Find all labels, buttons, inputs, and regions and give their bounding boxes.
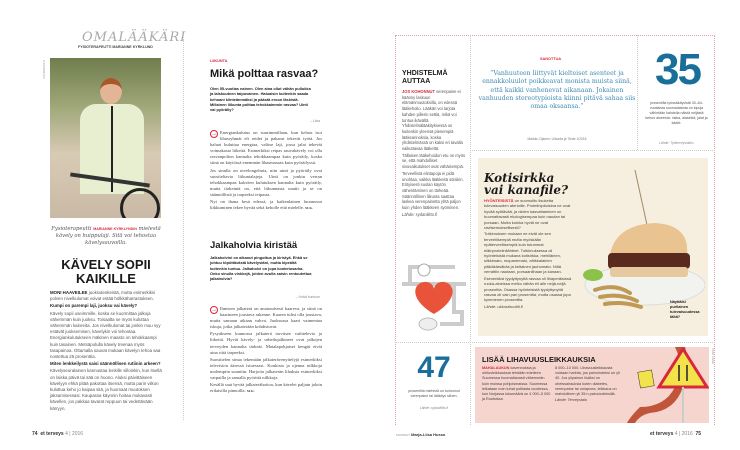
magazine-name: et terveys [650,431,674,437]
section-label: LIIKUNTA [210,59,228,63]
stomach-road-sign-illustration [625,347,709,423]
stat-35-source: Lähde: Työterveyslaitos [659,141,694,145]
credit-name: Marja-Liisa Husso [411,432,446,437]
article1-initials: M.K. [305,206,313,211]
lead-caps: MONI HAAVEILEE [50,290,88,295]
answer-1: Kävely sopii useimmille, koska se kuormittaa jalkoja vähemmän kuin juoksu. Toisaalta se myös kuluttaa vähemmän kaloreita. Jos nivelkulumat tai jonkin muu syy estävät juoksemisen, kävelykin voi tehostaa. Energiankulutukseen mäkinen maasto on tehokkaampi kuin tasainen. Metsäpolulla kävely treenaa myös tasapainoa. Ottamalla sauvat mukaan kävelyn tehoa saa nostettua 25 prosenttia. [50,310,161,360]
surgery-p1: kavennuksia ja ohitusleikkauksia tehdään edelleen Suomessa huomattavasti vähemmän kuin muissa pohjoismaissa. Suomessa leikataan noin tuhat potilasta vuodessa, kun Norjassa lukumäärä on 4 000–5 000 ja Ruotsissa [482,366,551,402]
question-1: Kumpi on parempi laji, juoksu vai kävely? [50,303,138,309]
surgery-lead-caps: MAHALAUKUN [482,366,510,370]
caption-name: MARIANNE KYRKLYNDIN [93,227,137,231]
issue: 4 | 2016 [674,431,693,437]
illustration-credit: PÄIVI LAINE [711,348,715,365]
insect-p2: Tutkimuksen mukaan ne eivät ole sen terveellisempiä mutta myöskään epäterveellisempiä kuin tutummat eläinproteiinilähteet. Tutkimuksessa oli hyönteisistä mukana kotisirkka, mehiläinen, silkkimato, mopanemato, afrikkalainen pälkäkärsäkäs ja keltainen jauhomato. Niitä verrattiin nautaan, porsaanlihaan ja kanaan. [484,231,562,275]
surgery-col1 [482,366,552,402]
column-title: YHDISTELMÄ AUTTAA [402,70,448,85]
grid-line [637,35,638,150]
article2-question: Jalkaholvini on alkanut pingottua ja kiristyä. Ehkä se johtuu töpöttävästä kävelystäni, mutta kipeältä kuitenkin tuntuu. Jalkaholvi on jopa kooketusarka. Onko sinulla vinkkejä, joiden avulla saisin rentoutettua jalkaholvia? [210,255,312,282]
article1-p1: Energiankulutus on suurimmillaan, kun kehon isot lihasryhmät eli reidet ja pakarat tekevät työtä. Jos haluat kuluttaa energiaa, valitse laji, jossa jalat tekevät voimakasta liikettä. Esimerkiksi reipas sauvakävely voi olla rasvanpolton kannalta tehokkaampaa kuin pyöräily, koska siinä on käytössä enemmän lihasmassaa kuin pyöräilyssä. [210,130,322,166]
section-title: OMALÄÄKÄRI [82,30,187,45]
page-number: 74 [32,431,38,437]
footer-credit [396,432,445,437]
question-2: Miten lenkkeilystä saisi säännöllisen rutiinin arkeen? [50,361,161,367]
insect-title: Kotisirkka vai kanafile? [484,171,569,197]
headline: KÄVELY SOPII KAIKILLE [61,257,151,286]
article2-body [210,306,322,395]
grid-line [395,342,715,343]
page-number: 75 [695,431,702,437]
col-source: Lähde: sydanliitto.fi [402,211,438,217]
answer-2: Kävelyseuralainen kannustaa lenkille silloinkin, kun itsellä on laiska päivä tai sää on huono. Aluksi päivittäiseen kävelyyn ehkä pitää pakottaa itsensä, mutta parin viikon kuluttua keho jo kaipaa sitä, ja huomaat muutoksen jaksamisessasi. Kaupassa käynnin hoitaa mukavasti kävellen, jos pakkaa tavarat reppuun tai vedettävään kärryyn. [50,368,162,411]
article1-body [210,130,322,212]
article2-p2: Pysyäkseen kunnossa jalkaterä tarvitsee vaihtelevia ja liikettä. Hyvät kävely- ja urheilujalkineet ovat jalkojen terveyden kannalta tärkeät. Matalapohjaiset kengät eivät aina riitä tarpeeksi. [210,331,322,355]
caption-pre: Fysioterapeutti [51,226,94,232]
col-lead-caps: JOS KOHONNUT [402,89,435,94]
stat-47-source: Lähde: sydanliitto.fi [419,406,449,410]
lead: juoksulenkeistä, mutta esimerkiksi polven nivelkulumat voivat estää hölkkäharrastuksen. [50,290,156,302]
footer-left [32,431,83,437]
article1-question: Olen 55-vuotias nainen. Olen aina ollut vähän pullukka ja laiskuuteen taipuvainen. Haluaisin kuitenkin saada kehoani kiinteämmäksi ja päästä eroon läskistä. Millainen liikunta polttaa tehokkaimmin rasvaa? Uinti vai pyöräily? [210,86,311,113]
article1-p3: Nyt on ihana kesä edessä, ja kaikenlainen luonnossa liikkuminen tekee hyvää sekä keholle että mielelle. [210,199,322,211]
issue: 4 | 2016 [65,431,84,437]
byline: FYSIOTERAPEUTTI MARIANNE KYRKLUND [78,45,153,49]
caption-post: mielestä kävely on huippulaji. Sitä voi tehostaa kävelysauvoilla. [55,226,161,246]
insect-p3: Esimerkiksi tyydyttynyttä rasvaa oli lihaperäisissä ruoka-aineissa melko vähän eli alle neljä-neljä prosenttia. Osassa hyönteisistä tyydyttynyttä rasvaa oli vain pari prosenttia, mutta osassa jopa kymmenen prosenttia. [484,275,572,303]
col-lead: verenpaine ei käänny laskuun elämänmuutoksilla, on edessä lääkehoito. Lääkäri voi tarjota kahden pillerin settiä, mikä voi tuntua ikävältä. Yhdistelmälääkityksessä on kuitenkin yleensä pienempiä lääkeannoksia, koska yhdistelmässä on kaksi eri tavalla vaikuttavaa lääkettä. [402,89,463,152]
column-divider [183,35,184,420]
burger-caption: Näyttäisi purilainen tulevaisuudessa tältä? [670,300,700,319]
physiotherapist-photo [50,58,161,218]
stat-35-text: prosentilla työssäkäyvistä 30–64-vuotiaista suomalaisista on kipuja vähintään kahdella näistä neljästä kehon alueesta: niska, alaselkä, jalat ja kädet. [645,101,708,126]
insect-article [484,198,572,310]
article2-signature: – Holvit kuntoon [295,295,320,299]
arrow-icon: → [211,307,217,313]
insect-source: Lähde: ukkosthuoltti.fi [484,303,523,309]
insect-lead: on suomoiltu lisuketta tulevaisuuden aterioille. Proteiinipitoisina ne ovat hyvää syötävää, ja niiden kasvattaminen on huomattavasti ekologisempaa kuin naudan tai porsaan. Mutta kuinka hyviä ne ovat ravitsemuksellisesti? [484,198,571,231]
credit-label: KOONNUT [396,433,410,437]
arrow-icon: → [211,131,217,137]
article2-p3: Suosittelen sinua tekemään jalkaterävenyttelyjä esimerkiksi television ääressä istuessasi. Koukista ja ojenna nilkkoja molempiin suuntiin. Harjoita jalkaterän lihaksia esimerkiksi varpailla ja samalla pyörittä nilkkoja. [210,356,322,381]
article2-p1: Ihmisen jalkaterä on anatomisesti kaareva, ja siinä on kaarineen joustava rakenne. Kaaren tulisi olla joustava, mutta samaan aikaan vahva. Juoksussa kaari vaimentaa iskuja, jotka jalkaterään kohdistuvat. [210,306,322,330]
stat-47: 47 [417,351,451,384]
grid-line [470,150,715,151]
article2-initials: M.K. [246,389,255,394]
photo-caption [50,226,162,247]
article1-title: Mikä polttaa rasvaa? [210,68,319,80]
article2-title: Jalkaholvia kiristää [210,240,298,251]
insect-lead-caps: HYÖNTEISISTÄ [484,198,514,203]
quote-label: SANOTTUA [540,57,562,61]
surgery-source: Lähde: Terveystalo [555,398,587,403]
col-p3: Terveellisiä elintapoja ei pidä unohtaa, vaikka lääkkeitä söisikin. Erityisesti suolan käytön vähentäminen on tärkeää. Säännöllinen liikunta saattaa laskea verenpainetta yhtä paljon kuin yhden lääkkeen syöminen. [402,170,464,211]
surgery-p2: 8 000–10 000. Lihavuusleikkausta voidaan harkita, jos painoindeksi on yli 40. Jos ylipainon lisäksi on oheissairauksia kuten diabetes, verenpaine tai uniapnea, leikkaus on mahdollinen yli 35:n painoindeksillä. [555,366,620,397]
stat-47-text: prosentilla miehistä on kohonnut verenpaine tai lääkitys siihen. [408,389,460,398]
article1-p2: Jos sinulla on nivelongelmia, niin uinti ja pyöräily ovat suositeltavia liikuntalajeja. Uinti on jonkin verran tehokkaampaa kalorien kulutuksen kannalta kuin pyöräily, mutta tärkeintä on, että liikunnasta nautit ja se on säännöllistä ja tarpeeksi reipasta. [210,167,322,197]
article2-p4: Kesällä saat hyvää jalkaterähoitoa, kun kävelet paljain jaloin erilaisilla pinnoilla. [210,382,322,394]
article1-signature: – Liisa [310,119,320,123]
surgery-col2 [555,366,625,404]
photo-credit: PIA ARNOULD [42,60,46,79]
footer-right [650,431,701,437]
col-p2: Tällaisen lääkehoidon etu on myös se, että mahdolliset sivuvaikutukset ovat vähäisempiä. [402,152,466,170]
combination-article [402,89,466,218]
top-rule [395,35,715,36]
surgery-title: LISÄÄ LIHAVUUSLEIKKAUKSIA [482,355,596,364]
quote: ”Vanhuuteen liittyvät kielteiset asenteet ja ennakkoluulot poikkeavat monista muista siinä, että kaikki vanhenevat aikanaan. Jokainen vanhuuden stereotypioista kiinni pitävä sahaa siis omaa oksaansa.” [478,70,636,111]
quote-source: Markku Ojanen: Liikunta ja Tiede 1/2016 [527,137,587,141]
heart-pipes-illustration [400,262,468,334]
magazine-name: et terveys [40,431,64,437]
walking-article [50,290,164,413]
grid-line [470,35,471,425]
insect-burger-illustration [575,165,705,320]
stat-35: 35 [655,45,700,94]
